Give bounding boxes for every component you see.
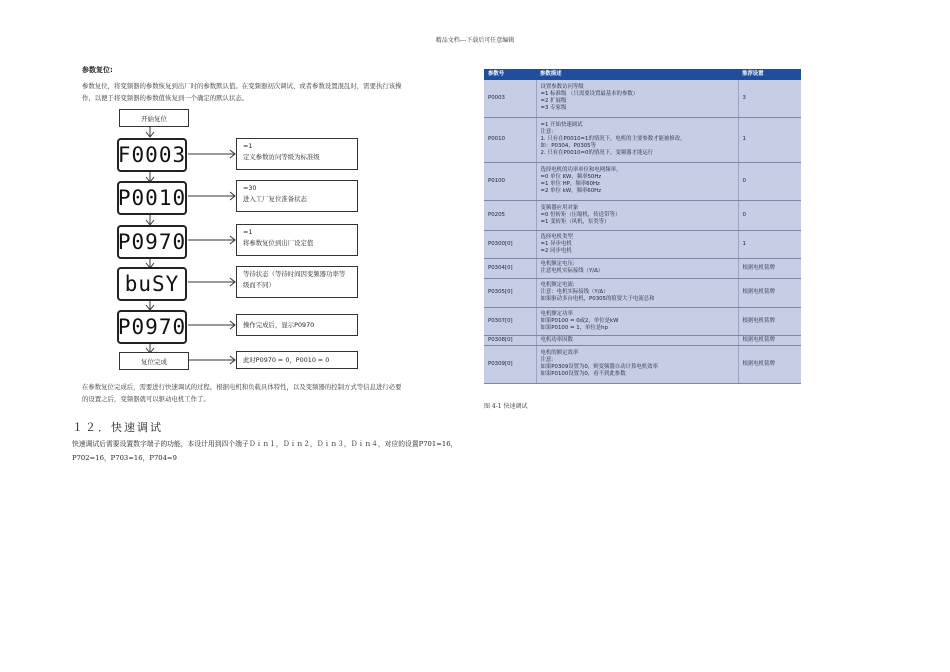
cell-param: P0304[0] (484, 258, 536, 278)
subsection-title: １２．快速调试 (72, 421, 163, 434)
table-row (484, 80, 801, 117)
step-note-text: 操作完成后，显示P0970 (243, 320, 315, 329)
table-row (484, 345, 801, 383)
lcd-display-1: F0003 (117, 138, 187, 172)
cell-desc: 变频器应用对象 =0 恒转矩（压缩机，传送带等） =1 变转矩（风机，泵类等） (536, 200, 738, 230)
right-arrow-6 (188, 356, 235, 364)
cell-desc: 选择电机的功率单位和电网频率。 =0 单位 KW，频率50Hz =1 单位 HP，频率60Hz =2 单位 kW，频率60Hz (536, 162, 738, 200)
reset-complete-note (236, 351, 358, 369)
start-reset-box: 开始复位 (119, 109, 189, 127)
right-arrow-4 (188, 278, 235, 286)
right-arrow-2 (188, 192, 235, 200)
lcd-display-5: P0970 (117, 310, 187, 344)
body-paragraph: 快速调试后需要设置数字端子的功能，本设计用到四个端子Ｄｉｎ１，Ｄｉｎ２，Ｄｉｎ３，Ｄｉｎ４，对应的设置P701=16，P702=16，P703=16，P704=9 (72, 440, 458, 462)
cell-desc: 选择电机类型 =1 异步电机 =2 同步电机 (536, 230, 738, 258)
table-row (484, 162, 801, 200)
cell-value: 根据电机铭牌 (738, 307, 801, 335)
header-value: 推荐设置 (738, 69, 801, 80)
quick-commissioning-table (484, 69, 801, 384)
table-caption: 图 4-1 快速调试 (484, 403, 528, 410)
table-row (484, 117, 801, 162)
cell-desc: 电机的额定效率 注意: 如果P0309设置为0，则变频器自动计算电机效率 如果P0100设置为0，看不到此参数 (536, 345, 738, 383)
header-param: 参数号 (484, 69, 536, 80)
cell-value: 1 (738, 230, 801, 258)
down-arrow-5 (146, 300, 154, 310)
table-row (484, 258, 801, 278)
cell-value: 根据电机铭牌 (738, 278, 801, 307)
cell-param: P0205 (484, 200, 536, 230)
cell-value: 根据电机铭牌 (738, 258, 801, 278)
table-header-row (484, 69, 801, 80)
cell-param: P0300[0] (484, 230, 536, 258)
cell-desc: =1 开始快速调试 注意: 1. 只有在P0010=1的情况下，电机的主要参数才能被修改， 如：P0304，P0305等 2. 只有在P0010=0的情况下，变频器才能运行 (536, 117, 738, 162)
page-header: 精品文档---下载后可任意编辑 (435, 37, 515, 44)
cell-desc: 电机额定功率 如果P0100 = 0或2，单位是kW 如果P0100 = 1，单位是hp (536, 307, 738, 335)
cell-value: 0 (738, 162, 801, 200)
step-note-text: 等待状态（等待时间因变频器功率等级而不同） (243, 270, 346, 289)
cell-param: P0307[0] (484, 307, 536, 335)
cell-desc: 电机额定电压: 注意电机实际接线（Y/Δ） (536, 258, 738, 278)
cell-value: 0 (738, 200, 801, 230)
cell-value: 根据电机铭牌 (738, 345, 801, 383)
step-note-text: =30 进入工厂复位准备状态 (243, 184, 307, 203)
down-arrow-3 (146, 214, 154, 225)
cell-value: 3 (738, 80, 801, 117)
table-row (484, 278, 801, 307)
reset-complete-box: 复位完成 (119, 352, 189, 370)
section-title: 参数复位: (82, 66, 113, 74)
step-note-text: =1 将参数复位到出厂设定值 (243, 228, 314, 247)
footnote-paragraph: 在参数复位完成后，需要进行快速调试的过程。根据电机和负载具体特性，以及变频器的控制方式等信息进行必要的设置之后，变频器就可以驱动电机工作了。 (82, 383, 402, 403)
step-note-5 (236, 314, 358, 336)
right-arrow-5 (188, 321, 235, 329)
cell-desc: 设置参数访问等级 =1 标准级 （只需要设置最基本的参数） =2 扩展级 =3 专家级 (536, 80, 738, 117)
cell-value: 1 (738, 117, 801, 162)
cell-param: P0003 (484, 80, 536, 117)
table-row (484, 335, 801, 345)
right-arrow-1 (188, 150, 235, 158)
cell-param: P0308[0] (484, 335, 536, 345)
cell-param: P0309[0] (484, 345, 536, 383)
step-note-3 (236, 224, 358, 256)
step-note-4 (236, 266, 358, 298)
cell-param: P0010 (484, 117, 536, 162)
header-desc: 参数描述 (536, 69, 738, 80)
lcd-display-4: buSY (117, 267, 187, 301)
cell-value: 根据电机铭牌 (738, 335, 801, 345)
step-note-text: =1 定义参数访问等级为标准级 (243, 142, 320, 161)
table-row (484, 307, 801, 335)
cell-param: P0100 (484, 162, 536, 200)
step-note-1 (236, 138, 358, 170)
lcd-display-3: P0970 (117, 225, 187, 259)
cell-desc: 电机额定电流: 注意：电机实际接线（Y/Δ） 如果驱动多台电机，P0305的值要大于电流总和 (536, 278, 738, 307)
lcd-display-2: P0010 (117, 181, 187, 215)
intro-paragraph: 参数复位，将变频器的参数恢复到出厂时的参数默认值。在变频器初次调试、或者参数设置混乱时，需要执行该操作，以便于将变频器的参数值恢复到一个确定的默认状态。 (82, 82, 402, 102)
right-arrow-3 (188, 236, 235, 244)
step-note-2 (236, 180, 358, 212)
table-row (484, 230, 801, 258)
reset-complete-note-text: 此时P0970 = 0，P0010 = 0 (243, 355, 330, 364)
table-row (484, 200, 801, 230)
cell-desc: 电机功率因数 (536, 335, 738, 345)
cell-param: P0305[0] (484, 278, 536, 307)
